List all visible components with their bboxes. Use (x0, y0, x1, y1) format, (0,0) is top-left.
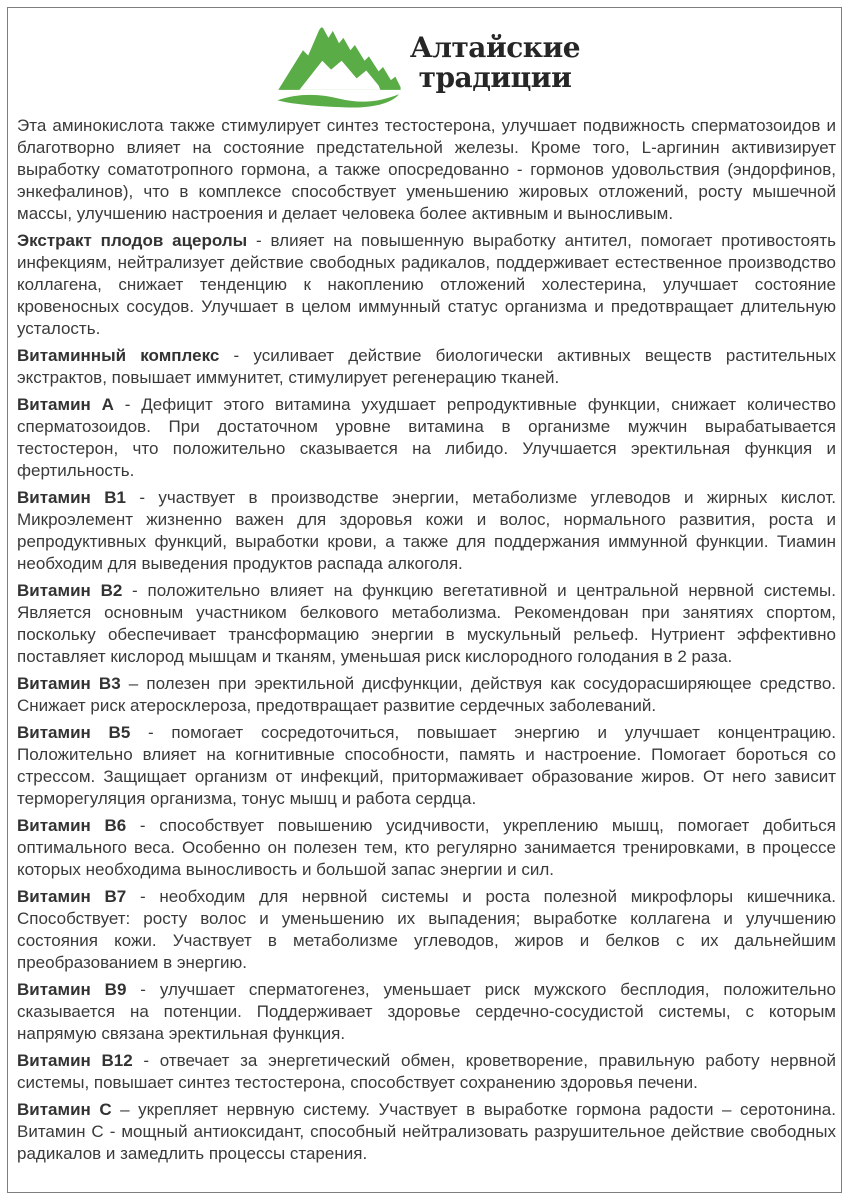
paragraph-text: - отвечает за энергетический обмен, кроветворение, правильную работу нервной системы, повышает синтез тестостерона, способствует сохранению здоровья печени. (17, 1051, 836, 1092)
paragraph-vitamin-c (17, 1099, 836, 1165)
paragraph-text: – полезен при эректильной дисфункции, действуя как сосудорасширяющее средство. Снижает риск атеросклероза, предотвращает развитие сердечных заболеваний. (17, 674, 836, 715)
paragraph-lead: Витамин В6 (17, 816, 127, 835)
paragraph-lead: Витамин С (17, 1100, 112, 1119)
brand-logo (17, 16, 836, 110)
paragraph-l-arginine (17, 115, 836, 225)
brand-name (409, 30, 581, 94)
paragraph-vitamin-b9 (17, 979, 836, 1045)
paragraph-text: - участвует в производстве энергии, метаболизме углеводов и жирных кислот. Микроэлемент жизненно важен для здоровья кожи и волос, нормального развития, роста и репродуктивных функций, выработки крови, а также для поддержания иммунной функции. Тиамин необходим для выведения продуктов распада алкоголя. (17, 488, 836, 573)
paragraph-text: - влияет на повышенную выработку антител, помогает противостоять инфекциям, нейтрализует действие свободных радикалов, поддерживает естественное производство коллагена, снижает тенденцию к накоплению отложений холестерина, улучшает состояние кровеносных сосудов. Улучшает в целом иммунный статус организма и предотвращает длительную усталость. (17, 231, 836, 338)
page-content (17, 14, 836, 1170)
paragraph-text: – укрепляет нервную систему. Участвует в выработке гормона радости – серотонина. Витамин С - мощный антиоксидант, способный нейтрализовать разрушительное действие свободных радикалов и замедлить процессы старения. (17, 1100, 836, 1163)
paragraph-vitamin-b6 (17, 815, 836, 881)
mountain-wave-logo-icon (273, 16, 405, 110)
paragraph-vitamin-b12 (17, 1050, 836, 1094)
paragraph-vitamin-b7 (17, 886, 836, 974)
paragraph-lead: Витамин В5 (17, 723, 131, 742)
paragraph-text: - способствует повышению усидчивости, укреплению мышц, помогает добиться оптимального веса. Особенно он полезен тем, кто регулярно занимается тренировками, в процессе которых необходима выносливость и большой запас энергии и сил. (17, 816, 836, 879)
paragraph-text: - улучшает сперматогенез, уменьшает риск мужского бесплодия, положительно сказывается на потенции. Поддерживает здоровье сердечно-сосудистой системы, с которым напрямую связана эректильная функция. (17, 980, 836, 1043)
paragraph-acerola-extract (17, 230, 836, 340)
paragraph-vitamin-b1 (17, 487, 836, 575)
paragraph-text: - помогает сосредоточиться, повышает энергию и улучшает концентрацию. Положительно влияет на когнитивные способности, память и настроение. Помогает бороться со стрессом. Защищает организм от инфекций, притормаживает образование жиров. От него зависит терморегуляция организма, тонус мышц и работа сердца. (17, 723, 836, 808)
paragraph-lead: Витамин В2 (17, 581, 123, 600)
paragraph-vitamin-complex (17, 345, 836, 389)
paragraph-lead: Витамин В3 (17, 674, 121, 693)
paragraph-vitamin-b3 (17, 673, 836, 717)
paragraph-lead: Витамин В7 (17, 887, 127, 906)
paragraph-lead: Экстракт плодов ацеролы (17, 231, 248, 250)
paragraph-text: - положительно влияет на функцию вегетативной и центральной нервной системы. Является основным участником белкового метаболизма. Рекомендован при занятиях спортом, поскольку обеспечивает трансформацию энергии в мускульный рельеф. Нутриент эффективно поставляет кислород мышцам и тканям, уменьшая риск кислородного голодания в 2 раза. (17, 581, 836, 666)
paragraph-lead: Витамин А (17, 395, 114, 414)
brand-name-line1: Алтайские (409, 30, 581, 64)
document-body (17, 115, 836, 1165)
paragraph-vitamin-b2 (17, 580, 836, 668)
paragraph-text: - усиливает действие биологически активных веществ растительных экстрактов, повышает иммунитет, стимулирует регенерацию тканей. (17, 346, 836, 387)
paragraph-lead: Витамин В9 (17, 980, 127, 999)
paragraph-lead: Витаминный комплекс (17, 346, 220, 365)
paragraph-text: Эта аминокислота также стимулирует синтез тестостерона, улучшает подвижность сперматозоидов и благотворно влияет на состояние предстательной железы. Кроме того, L-аргинин активизирует выработку соматотропного гормона, а также опосредованно - гормонов удовольствия (эндорфинов, энкефалинов), что в комплексе способствует уменьшению жировых отложений, росту мышечной массы, улучшению настроения и делает человека более активным и выносливым. (17, 116, 836, 223)
paragraph-vitamin-b5 (17, 722, 836, 810)
paragraph-vitamin-a (17, 394, 836, 482)
paragraph-lead: Витамин В12 (17, 1051, 133, 1070)
paragraph-text: - Дефицит этого витамина ухудшает репродуктивные функции, снижает количество сперматозоидов. При достаточном уровне витамина в организме мужчин вырабатывается тестостерон, что положительно сказывается на либидо. Улучшается эректильная функция и фертильность. (17, 395, 836, 480)
brand-name-line2: традиции (418, 61, 572, 94)
paragraph-text: - необходим для нервной системы и роста полезной микрофлоры кишечника. Способствует: росту волос и уменьшению их выпадения; выработке коллагена и улучшению состояния кожи. Участвует в метаболизме углеводов, жиров и белков с их дальнейшим преобразованием в энергию. (17, 887, 837, 972)
paragraph-lead: Витамин В1 (17, 488, 126, 507)
